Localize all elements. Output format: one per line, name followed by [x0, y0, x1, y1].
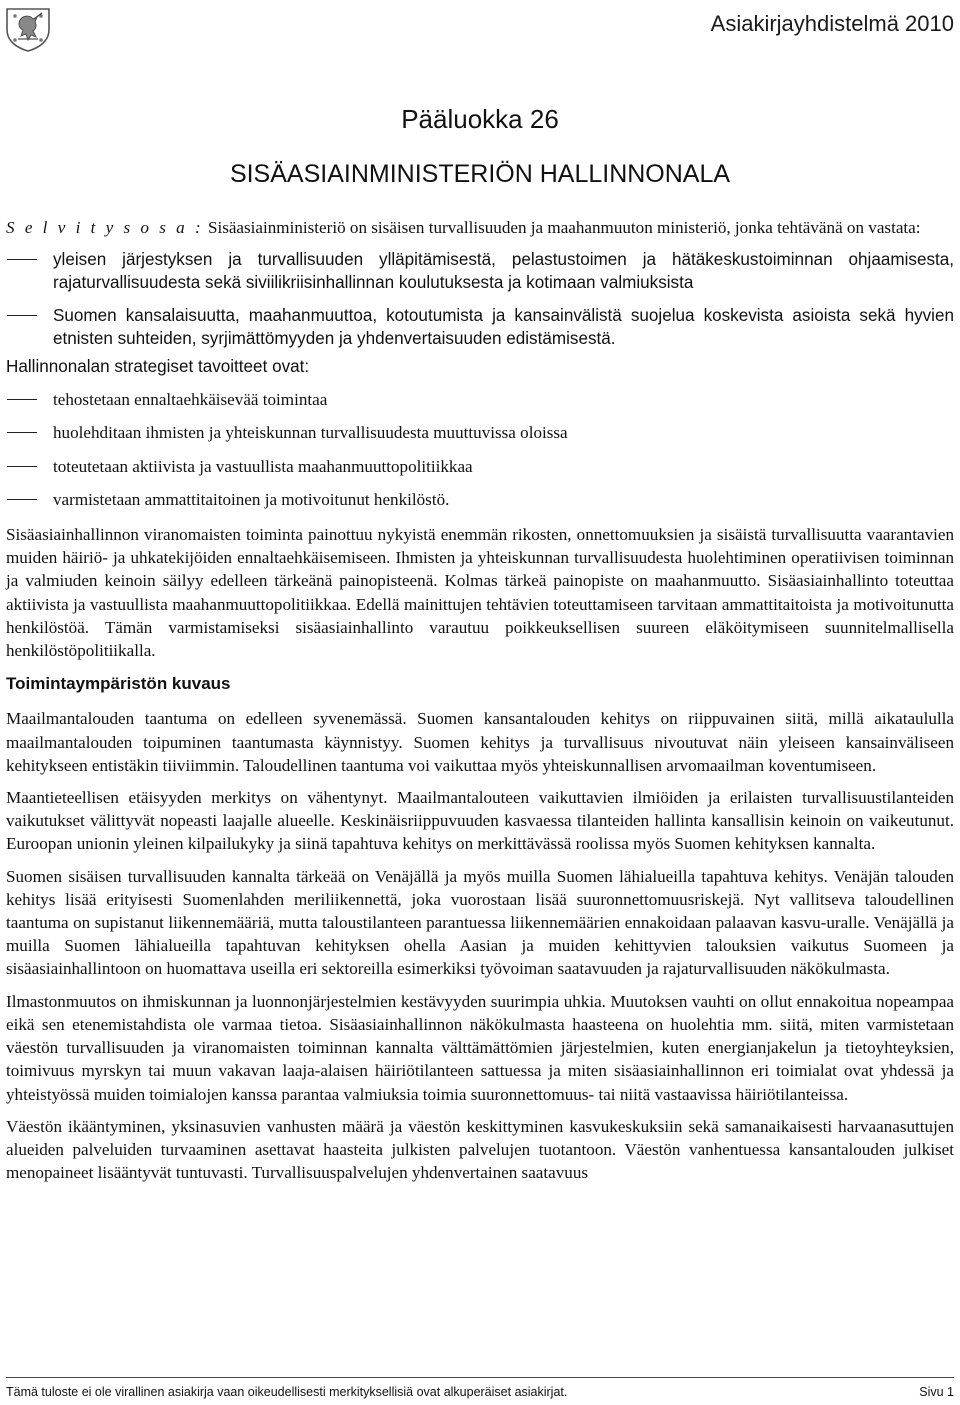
duty-item: yleisen järjestyksen ja turvallisuuden ylläpitämisestä, pelastustoimen ja hätäkeskustoiminnan ohjaamisesta, rajaturvallisuudesta sekä siviilikriisinhallinnan koulutuksesta ja kotimaan valmiuksista	[6, 248, 954, 294]
section-heading: Toimintaympäristön kuvaus	[6, 674, 231, 694]
main-title: Pääluokka 26	[401, 104, 559, 134]
goal-item: huolehditaan ihmisten ja yhteiskunnan turvallisuudesta muuttuvissa oloissa	[6, 421, 954, 444]
footer-divider	[6, 1377, 954, 1378]
duty-item: Suomen kansalaisuutta, maahanmuuttoa, kotoutumista ja kansainvälistä suojelua koskevista asioista sekä hyvien etnisten suhteiden, syrjimättömyyden ja yhdenvertaisuuden edistämisestä.	[6, 304, 954, 350]
body-paragraph: Ilmastonmuutos on ihmiskunnan ja luonnonjärjestelmien kestävyyden suurimpia uhkia. Muutoksen vauhti on ollut ennakoitua nopeampaa eikä sen etenemistahdista ole varmaa tietoa. Sisäasiainhallinnon näkökulmasta haasteena on huolehtia mm. siitä, miten varmistetaan väestön turvallisuuden ja viranomaisten toiminnan kannalta välttämättömien järjestelmien, kuten energianjakelun ja tietoyhteyksien, toimivuus myrskyn tai muun vakavan laaja-alaisen häiriötilanteen sattuessa ja miten sisäasiainhallinnon eri toimialat ovat yhdessä ja yhteistyössä muiden toimialojen kanssa parantaa valmiuksia toimia suuronnettomuus- tai niitä vastaavissa häiriötilanteissa.	[6, 991, 954, 1104]
goal-item: tehostetaan ennaltaehkäisevää toimintaa	[6, 388, 954, 411]
activity-paragraph: Sisäasiainhallinnon viranomaisten toiminta painottuu nykyistä enemmän rikosten, onnettomuuksien ja sisäistä turvallisuutta vaarantavien muiden häiriö- ja uhkatekijöiden ennaltaehkäisemiseen. Ihmisten ja yhteiskunnan turvallisuudesta huolehtiminen operatiivisen toiminnan ja valmiuden keinoin säilyy edelleen tärkeänä painopisteenä. Kolmas tärkeä painopiste on maahanmuutto. Sisäasiainhallinto toteuttaa aktiivista ja vastuullista maahanmuuttopolitiikkaa. Edellä mainittujen tehtävien toteuttamiseen tarvitaan ammattitaitoista ja motivoitunutta henkilöstöä. Tämän varmistamiseksi sisäasiainhallinto varautuu poikkeuksellisen suureen eläköitymiseen suunnitelmallisella henkilöstöpolitiikalla.	[6, 525, 954, 661]
body-paragraph: Suomen sisäisen turvallisuuden kannalta tärkeää on Venäjällä ja myös muilla Suomen lähialueilla tapahtuva kehitys. Venäjän talouden kehitys lisää erityisesti Suomenlahden meriliikennettä, joka vuorostaan lisää suuronnettomuusriskejä. Nyt vallitseva taloudellinen taantuma on supistanut liikennemääriä, mutta taloustilanteen parantuessa liikennemäärien ennakoidaan palaavan kasvu-uralle. Venäjällä ja muilla Suomen lähialueilla tapahtuvan kehityksen ohella Aasian ja muiden kehittyvien talouksien vaikutus Suomeen ja sisäasiainhallintoon on huomattava useilla eri sektoreilla esimerkiksi työvoiman saatavuuden ja rajaturvallisuuden näkökulmasta.	[6, 866, 954, 979]
footer-disclaimer: Tämä tuloste ei ole virallinen asiakirja vaan oikeudellisesti merkityksellisiä ovat alkuperäiset asiakirjat.	[6, 1385, 568, 1399]
goals-list	[6, 388, 954, 511]
goals-intro: Hallinnonalan strategiset tavoitteet ovat:	[6, 357, 310, 377]
intro-paragraph	[6, 216, 954, 239]
body-paragraph: Väestön ikääntyminen, yksinasuvien vanhusten määrä ja väestön keskittyminen kasvukeskuksiin sekä samanaikaisesti harvaanasuttujen alueiden palveluiden turvaaminen asettavat haasteita julkisten palvelujen tuotantoon. Väestön vanhentuessa kansantalouden julkiset menopaineet lisääntyvät tuntuvasti. Turvallisuuspalvelujen yhdenvertainen saatavuus	[6, 1116, 954, 1183]
document-body	[6, 216, 954, 1184]
intro-text: Sisäasiainministeriö on sisäisen turvallisuuden ja maahanmuuton ministeriö, jonka tehtävänä on vastata:	[207, 218, 921, 237]
document-header-title: Asiakirjayhdistelmä 2010	[710, 11, 954, 36]
goal-item: toteutetaan aktiivista ja vastuullista maahanmuuttopolitiikkaa	[6, 455, 954, 478]
coat-of-arms-icon	[4, 6, 52, 52]
body-paragraph: Maailmantalouden taantuma on edelleen syvenemässä. Suomen kansantalouden kehitys on riippuvainen siitä, millä aikataululla maailmantalouden toipuminen taantumasta käynnistyy. Suomen kehitys ja turvallisuus nivoutuvat näin yleiseen kansainväliseen kehitykseen entistäkin tiiviimmin. Taloudellinen taantuma voi vaikuttaa myös yhteiskunnallisen arvomaailman koventumiseen.	[6, 709, 954, 775]
page-number: Sivu 1	[919, 1385, 954, 1399]
goal-item: varmistetaan ammattitaitoinen ja motivoitunut henkilöstö.	[6, 488, 954, 511]
intro-label: S e l v i t y s o s a :	[6, 218, 204, 237]
sub-title: SISÄASIAINMINISTERIÖN HALLINNONALA	[229, 160, 731, 188]
duties-list	[6, 248, 954, 350]
body-paragraph: Maantieteellisen etäisyyden merkitys on vähentynyt. Maailmantalouteen vaikuttavien ilmiöiden ja erilaisten turvallisuustilanteiden vaikutukset välittyvät nopeasti laajalle alueelle. Keskinäisriippuvuuden kasvaessa tilanteiden hallinta kansallisin keinoin on vaikeutunut. Euroopan unionin yleinen kilpailukyky ja siinä tapahtuva kehitys on merkittävässä roolissa myös Suomen kehityksen kannalta.	[6, 788, 954, 854]
